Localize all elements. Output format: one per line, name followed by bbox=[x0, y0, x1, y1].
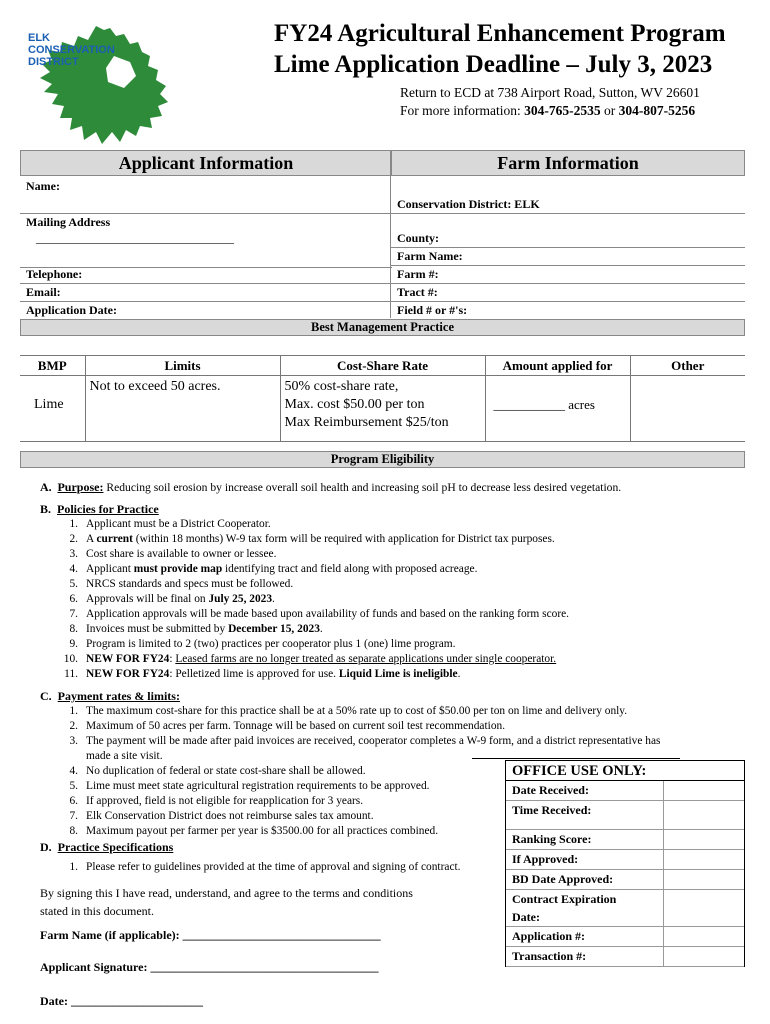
agreement-text bbox=[40, 884, 413, 920]
list-item: 9. Program is limited to 2 (two) practices per cooperator plus 1 (one) lime program. bbox=[69, 638, 456, 650]
limits-col-header: Limits bbox=[85, 356, 280, 376]
list-item: 2. Maximum of 50 acres per farm. Tonnage will be based on current soil test recommendation. bbox=[69, 720, 506, 732]
payment-label: Payment rates & limits: bbox=[57, 689, 180, 703]
mailing-address-field[interactable] bbox=[20, 214, 392, 268]
applicant-info-title: Applicant Information bbox=[20, 150, 392, 176]
cost-share-cell bbox=[280, 376, 485, 442]
other-col-header: Other bbox=[630, 356, 745, 376]
list-item: 4. Applicant must provide map identifying tract and field along with proposed acreage. bbox=[69, 563, 478, 575]
email-label: Email: bbox=[26, 285, 61, 299]
title-line-1: FY24 Agricultural Enhancement Program bbox=[274, 20, 726, 47]
name-label: Name: bbox=[26, 179, 60, 193]
office-row: BD Date Approved: bbox=[506, 869, 744, 889]
policies-list bbox=[62, 517, 569, 682]
list-item: 1. Please refer to guidelines provided at the time of approval and signing of contract. bbox=[69, 861, 461, 873]
farm-info-section bbox=[390, 150, 745, 318]
info-line bbox=[400, 102, 700, 120]
field-numbers-label: Field # or #'s: bbox=[397, 303, 468, 317]
office-row: Ranking Score: bbox=[506, 829, 744, 849]
list-item: 6. If approved, field is not eligible for reapplication for 3 years. bbox=[69, 795, 364, 807]
elk-district-logo bbox=[26, 22, 174, 150]
rate-line-2: Max. cost $50.00 per ton bbox=[284, 397, 425, 412]
farm-name-field[interactable] bbox=[391, 248, 745, 266]
phone-1: 304-765-2535 bbox=[524, 103, 601, 118]
purpose-section bbox=[40, 480, 621, 495]
applicant-info-section bbox=[20, 150, 392, 318]
practice-label: Practice Specifications bbox=[57, 840, 174, 854]
farm-number-field[interactable] bbox=[391, 266, 745, 284]
mailing-line: _________________________________ bbox=[36, 231, 234, 245]
policies-letter: B. bbox=[40, 502, 52, 516]
amount-col-header: Amount applied for bbox=[485, 356, 630, 376]
county-field[interactable] bbox=[391, 214, 745, 248]
info-or: or bbox=[600, 103, 619, 118]
practice-list bbox=[62, 860, 461, 875]
office-row: Contract Expiration Date: bbox=[506, 889, 744, 926]
purpose-label: Purpose: bbox=[57, 480, 104, 494]
farm-number-label: Farm #: bbox=[397, 267, 439, 281]
title-line-2: Lime Application Deadline – July 3, 2023 bbox=[274, 51, 713, 78]
purpose-letter: A. bbox=[40, 480, 52, 494]
application-date-field[interactable] bbox=[20, 302, 392, 320]
mailing-label: Mailing Address bbox=[26, 215, 111, 229]
phone-2: 304-807-5256 bbox=[618, 103, 696, 118]
list-item: 11. NEW FOR FY24: Pelletized lime is approved for use. Liquid Lime is ineligible. bbox=[64, 668, 461, 680]
list-item: 1. The maximum cost-share for this practice shall be at a 50% rate up to cost of $50.00 per ton on lime and delivery only. bbox=[69, 705, 628, 717]
office-row: Application #: bbox=[506, 926, 744, 946]
list-item: 1. Applicant must be a District Cooperator. bbox=[69, 518, 271, 530]
bmp-bar: Best Management Practice bbox=[20, 319, 745, 336]
rate-line-3: Max Reimbursement $25/ton bbox=[284, 415, 449, 430]
payment-letter: C. bbox=[40, 689, 52, 703]
contact-block bbox=[400, 84, 700, 120]
page-title bbox=[274, 18, 726, 80]
other-cell[interactable] bbox=[630, 376, 745, 442]
practice-letter: D. bbox=[40, 840, 52, 854]
district-field bbox=[391, 178, 745, 214]
office-divider bbox=[472, 758, 680, 759]
agreement-line-2: stated in this document. bbox=[40, 904, 154, 918]
amount-cell[interactable]: ___________ acres bbox=[485, 376, 630, 442]
signature-date-field[interactable]: Date: ______________________ bbox=[40, 994, 203, 1008]
applicant-signature-field[interactable]: Applicant Signature: ______________________________________ bbox=[40, 960, 379, 974]
office-row: Time Received: bbox=[506, 800, 744, 829]
list-item: 5. NRCS standards and specs must be followed. bbox=[69, 578, 294, 590]
district-label: Conservation District: ELK bbox=[397, 197, 540, 211]
application-date-label: Application Date: bbox=[26, 303, 117, 317]
list-item: 7. Elk Conservation District does not reimburse sales tax amount. bbox=[69, 810, 374, 822]
farm-name-signature-field[interactable]: Farm Name (if applicable): _________________________________ bbox=[40, 928, 381, 942]
practice-heading bbox=[40, 840, 173, 855]
bmp-table bbox=[20, 355, 745, 442]
office-row: Date Received: bbox=[506, 780, 744, 800]
farm-info-title: Farm Information bbox=[391, 150, 745, 176]
list-item: made a site visit. bbox=[86, 750, 163, 762]
list-item: 6. Approvals will be final on July 25, 2023. bbox=[69, 593, 275, 605]
field-numbers-field[interactable] bbox=[391, 302, 745, 320]
office-use-title: OFFICE USE ONLY: bbox=[506, 760, 744, 780]
list-item: 10. NEW FOR FY24: Leased farms are no longer treated as separate applications under single cooperator. bbox=[63, 653, 557, 665]
list-item: 4. No duplication of federal or state cost-share shall be allowed. bbox=[69, 765, 366, 777]
cost-share-col-header: Cost-Share Rate bbox=[280, 356, 485, 376]
return-address: Return to ECD at 738 Airport Road, Sutton, WV 26601 bbox=[400, 85, 700, 100]
tract-field[interactable] bbox=[391, 284, 745, 302]
telephone-field[interactable] bbox=[20, 266, 392, 284]
table-row bbox=[20, 376, 745, 442]
office-row: Transaction #: bbox=[506, 946, 744, 967]
telephone-label: Telephone: bbox=[26, 267, 83, 281]
list-item: 7. Application approvals will be made based upon availability of funds and based on the ranking form score. bbox=[69, 608, 570, 620]
logo-text: ELK CONSERVATION DISTRICT bbox=[28, 32, 115, 68]
eligibility-bar: Program Eligibility bbox=[20, 451, 745, 468]
list-item: 2. A current (within 18 months) W-9 tax form will be required with application for District tax purposes. bbox=[69, 533, 555, 545]
farm-name-label: Farm Name: bbox=[397, 249, 463, 263]
email-field[interactable] bbox=[20, 284, 392, 302]
policies-label: Policies for Practice bbox=[57, 502, 159, 516]
info-prefix: For more information: bbox=[400, 103, 525, 118]
limits-cell: Not to exceed 50 acres. bbox=[85, 376, 280, 442]
purpose-text: Reducing soil erosion by increase overall soil health and increasing soil pH to decrease less desired vegetation. bbox=[103, 481, 622, 494]
office-use-box bbox=[505, 760, 745, 967]
agreement-line-1: By signing this I have read, understand, and agree to the terms and conditions bbox=[40, 886, 413, 900]
payment-heading bbox=[40, 689, 180, 704]
list-item: 5. Lime must meet state agricultural registration requirements to be approved. bbox=[69, 780, 430, 792]
list-item: 8. Maximum payout per farmer per year is $3500.00 for all practices combined. bbox=[69, 825, 439, 837]
policies-heading bbox=[40, 502, 159, 517]
list-item: 3. Cost share is available to owner or lessee. bbox=[69, 548, 277, 560]
office-row: If Approved: bbox=[506, 849, 744, 869]
county-label: County: bbox=[397, 231, 440, 245]
name-field[interactable] bbox=[20, 178, 392, 214]
bmp-header-row bbox=[20, 356, 745, 376]
rate-line-1: 50% cost-share rate, bbox=[284, 379, 399, 394]
tract-label: Tract #: bbox=[397, 285, 438, 299]
bmp-col-header: BMP bbox=[20, 356, 85, 376]
list-item: 8. Invoices must be submitted by December 15, 2023. bbox=[69, 623, 323, 635]
list-item: 3. The payment will be made after paid invoices are received, cooperator completes a W-9 form, and a district representative has bbox=[69, 735, 661, 747]
bmp-cell: Lime bbox=[20, 376, 85, 442]
